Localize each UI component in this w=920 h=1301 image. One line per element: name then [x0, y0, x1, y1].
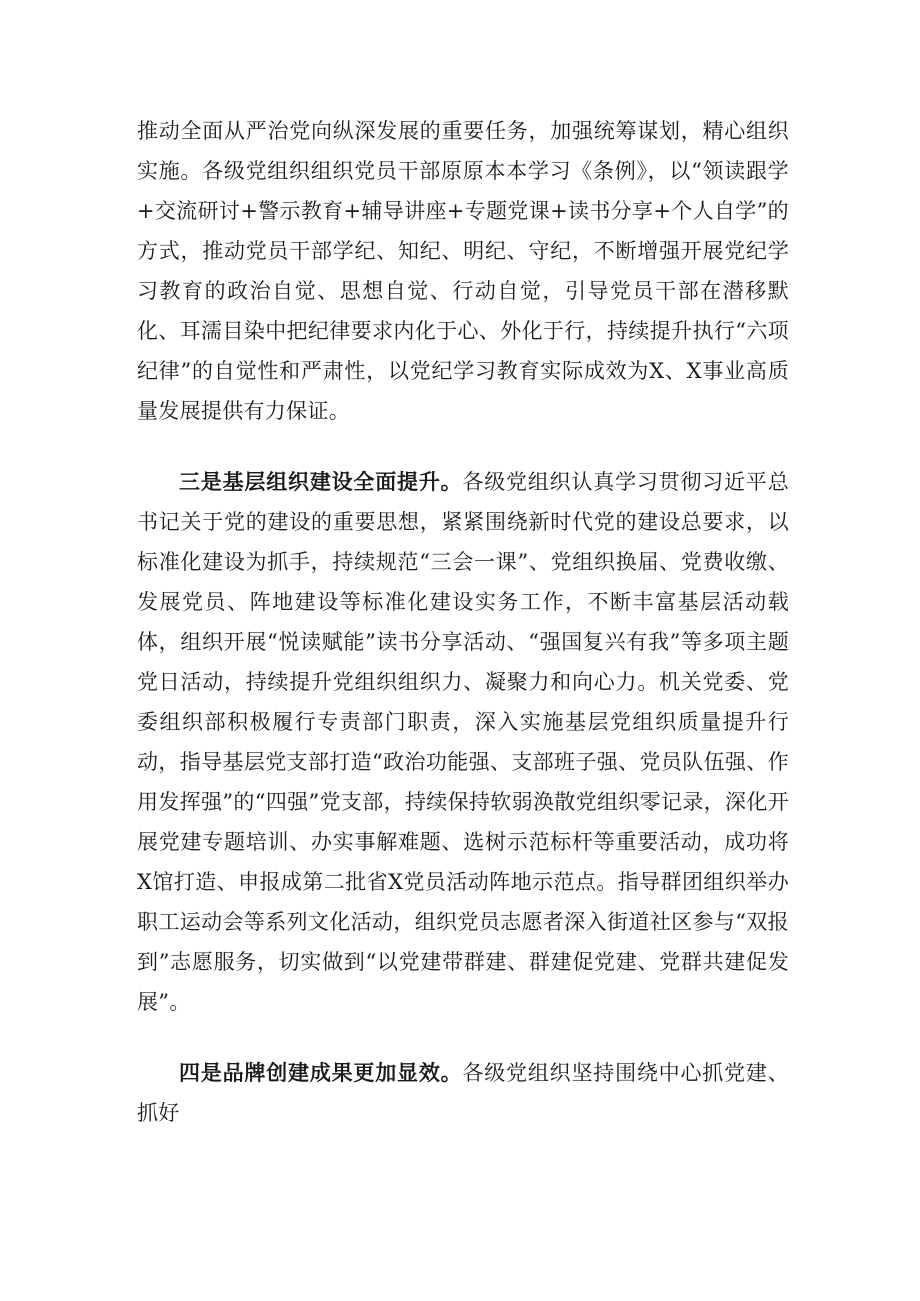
paragraph-text: 推动全面从严治党向纵深发展的重要任务，加强统筹谋划，精心组织实施。各级党组织组织党员干部原原本本学习《条例》，以“领读跟学+交流研讨+警示教育+辅导讲座+专题党课+读书分享+个人自学”的方式，推动党员干部学纪、知纪、明纪、守纪，不断增强开展党纪学习教育的政治自觉、思想自觉、行动自觉，引导党员干部在潜移默化、耳濡目染中把纪律要求内化于心、外化于行，持续提升执行“六项纪律”的自觉性和严肃性，以党纪学习教育实际成效为X、X事业高质量发展提供有力保证。 — [137, 119, 789, 423]
paragraph-lead-heading: 四是品牌创建成果更加显效。 — [179, 1060, 463, 1085]
document-body — [137, 111, 789, 1133]
paragraph-brand — [137, 1053, 789, 1133]
paragraph-lead-heading: 三是基层组织建设全面提升。 — [179, 469, 463, 494]
paragraph-grassroots — [137, 462, 789, 1022]
paragraph-gap — [137, 431, 789, 462]
paragraph-gap — [137, 1022, 789, 1053]
paragraph-continuation — [137, 111, 789, 431]
paragraph-text: 各级党组织坚持围绕中心抓党建、抓好 — [137, 1061, 790, 1125]
paragraph-text: 各级党组织认真学习贯彻习近平总书记关于党的建设的重要思想，紧紧围绕新时代党的建设总要求，以标准化建设为抓手，持续规范“三会一课”、党组织换届、党费收缴、发展党员、阵地建设等标准化建设实务工作，不断丰富基层活动载体，组织开展“悦读赋能”读书分享活动、“强国复兴有我”等多项主题党日活动，持续提升党组织组织力、凝聚力和向心力。机关党委、党委组织部积极履行专责部门职责，深入实施基层党组织质量提升行动，指导基层党支部打造“政治功能强、支部班子强、党员队伍强、作用发挥强”的“四强”党支部，持续保持软弱涣散党组织零记录，深化开展党建专题培训、办实事解难题、选树示范标杆等重要活动，成功将X馆打造、申报成第二批省X党员活动阵地示范点。指导群团组织举办职工运动会等系列文化活动，组织党员志愿者深入街道社区参与“双报到”志愿服务，切实做到“以党建带群建、群建促党建、党群共建促发展”。 — [137, 470, 790, 1014]
